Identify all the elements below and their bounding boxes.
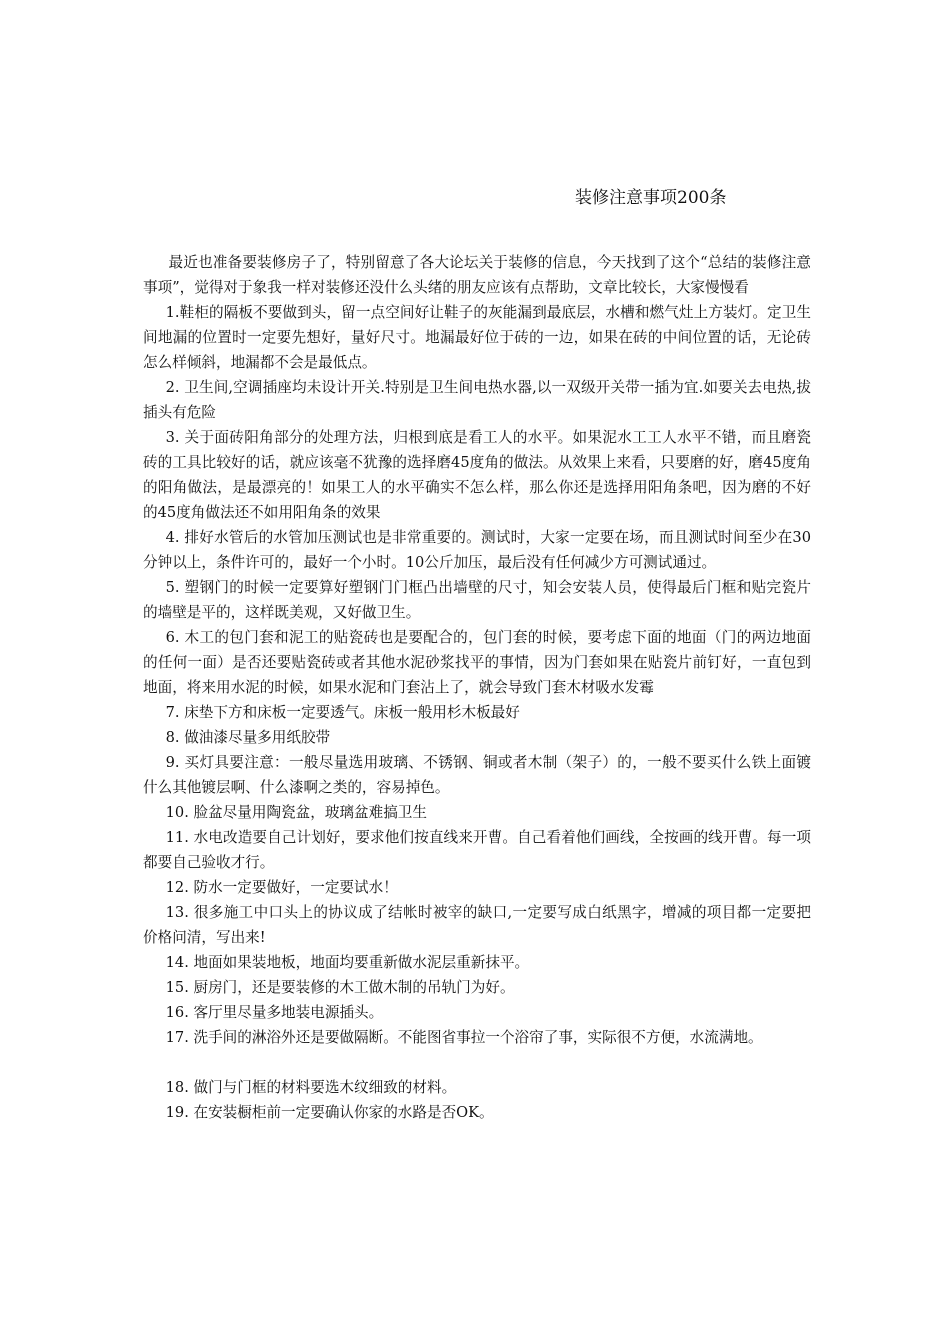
list-item: 2. 卫生间,空调插座均未设计开关.特别是卫生间电热水器,以一双级开关带一插为宜.如要关去电热,拔插头有危险	[143, 379, 811, 421]
list-item: 6. 木工的包门套和泥工的贴瓷砖也是要配合的，包门套的时候，要考虑下面的地面（门的两边地面的任何一面）是否还要贴瓷砖或者其他水泥砂浆找平的事情，因为门套如果在贴瓷片前钉好，一直包到地面，将来用水泥的时候，如果水泥和门套沾上了，就会导致门套木材吸水发霉	[143, 629, 811, 696]
blank-line	[143, 1050, 811, 1075]
list-item: 10. 脸盆尽量用陶瓷盆，玻璃盆难搞卫生	[165, 804, 427, 821]
list-item: 19. 在安装橱柜前一定要确认你家的水路是否OK。	[165, 1104, 494, 1121]
list-item: 1.鞋柜的隔板不要做到头，留一点空间好让鞋子的灰能漏到最底层，水槽和燃气灶上方装灯。定卫生间地漏的位置时一定要先想好，量好尺寸。地漏最好位于砖的一边，如果在砖的中间位置的话，无论砖怎么样倾斜，地漏都不会是最低点。	[143, 304, 811, 371]
list-item: 8. 做油漆尽量多用纸胶带	[165, 729, 331, 746]
list-item: 18. 做门与门框的材料要选木纹细致的材料。	[165, 1079, 457, 1096]
list-item: 16. 客厅里尽量多地装电源插头。	[165, 1004, 384, 1021]
page-title: 装修注意事项200条	[575, 188, 727, 208]
list-item: 7. 床垫下方和床板一定要透气。床板一般用杉木板最好	[165, 704, 520, 721]
intro-paragraph: 最近也准备要装修房子了，特别留意了各大论坛关于装修的信息，今天找到了这个“总结的装修注意事项”，觉得对于象我一样对装修还没什么头绪的朋友应该有点帮助，文章比较长，大家慢慢看	[143, 254, 811, 296]
list-item: 15. 厨房门，还是要装修的木工做木制的吊轨门为好。	[165, 979, 515, 996]
list-item: 17. 洗手间的淋浴外还是要做隔断。不能图省事拉一个浴帘了事，实际很不方便，水流满地。	[165, 1029, 763, 1046]
list-item: 14. 地面如果装地板，地面均要重新做水泥层重新抹平。	[165, 954, 530, 971]
document-body	[143, 250, 811, 1125]
list-item: 11. 水电改造要自己计划好，要求他们按直线来开曹。自己看着他们画线，全按画的线开曹。每一项都要自己验收才行。	[143, 829, 811, 871]
list-item: 5. 塑钢门的时候一定要算好塑钢门门框凸出墙壁的尺寸，知会安装人员，使得最后门框和贴完瓷片的墙壁是平的，这样既美观，又好做卫生。	[143, 579, 811, 621]
list-item: 3. 关于面砖阳角部分的处理方法，归根到底是看工人的水平。如果泥水工工人水平不错，而且磨瓷砖的工具比较好的话，就应该毫不犹豫的选择磨45度角的做法。从效果上来看，只要磨的好，磨45度角的阳角做法，是最漂亮的！如果工人的水平确实不怎么样，那么你还是选择用阳角条吧，因为磨的不好的45度角做法还不如用阳角条的效果	[143, 429, 811, 521]
list-item: 4. 排好水管后的水管加压测试也是非常重要的。测试时，大家一定要在场，而且测试时间至少在30分钟以上，条件许可的，最好一个小时。10公斤加压，最后没有任何减少方可测试通过。	[143, 529, 811, 571]
list-item: 13. 很多施工中口头上的协议成了结帐时被宰的缺口,一定要写成白纸黑字，增减的项目都一定要把价格问清，写出来!	[143, 904, 811, 946]
list-item: 12. 防水一定要做好，一定要试水！	[165, 879, 398, 896]
list-item: 9. 买灯具要注意：一般尽量选用玻璃、不锈钢、铜或者木制（架子）的，一般不要买什么铁上面镀什么其他镀层啊、什么漆啊之类的，容易掉色。	[143, 754, 811, 796]
